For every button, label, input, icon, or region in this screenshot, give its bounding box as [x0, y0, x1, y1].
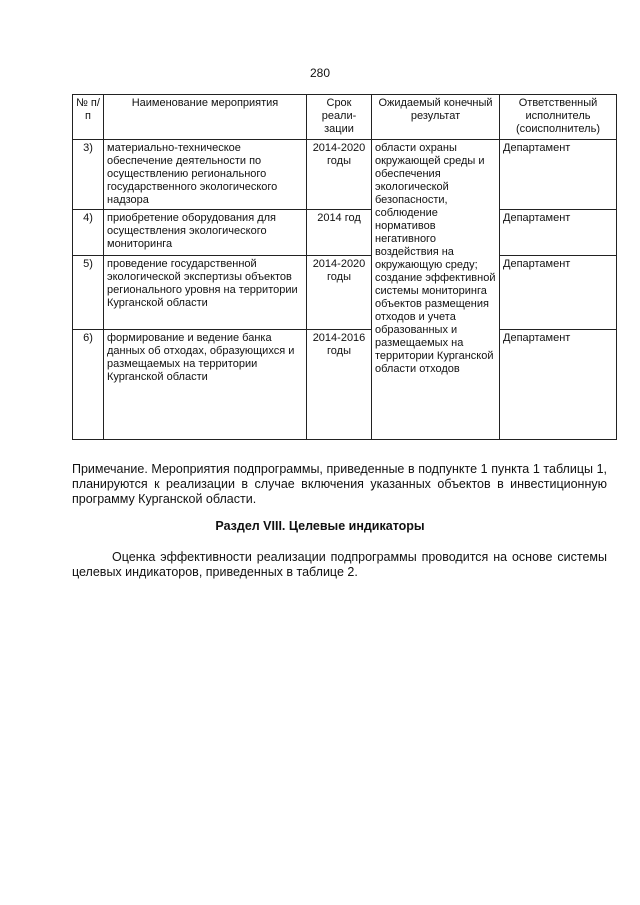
table-row: [73, 140, 617, 210]
events-table: [72, 94, 617, 440]
row-term: 2014-2020 годы: [307, 140, 372, 210]
row-num: 5): [73, 256, 104, 330]
row-executor: Департамент: [500, 210, 617, 256]
header-term: Срок реали-зации: [307, 95, 372, 140]
row-executor: Департамент: [500, 256, 617, 330]
row-term: 2014-2016 годы: [307, 330, 372, 440]
row-term: 2014 год: [307, 210, 372, 256]
section-title: Раздел VIII. Целевые индикаторы: [215, 519, 425, 533]
row-num: 6): [73, 330, 104, 440]
table-row: [73, 256, 617, 330]
table-row: [73, 330, 617, 440]
row-executor: Департамент: [500, 330, 617, 440]
table-header-row: [73, 95, 617, 140]
header-name: Наименование мероприятия: [104, 95, 307, 140]
row-name: материально-техническое обеспечение деятельности по осуществлению регионального государственного экологического надзора: [104, 140, 307, 210]
row-num: 4): [73, 210, 104, 256]
header-num: № п/п: [73, 95, 104, 140]
row-executor: Департамент: [500, 140, 617, 210]
merged-result-cell: области охраны окружающей среды и обеспечения экологической безопасности, соблюдение нормативов негативного воздействия на окружающую среду; создание эффективной системы мониторинга объектов размещения отходов и учета образованных и размещаемых на территории Курганской области отходов: [372, 140, 500, 440]
row-name: проведение государственной экологической экспертизы объектов регионального уровня на территории Курганской области: [104, 256, 307, 330]
row-name: приобретение оборудования для осуществления экологического мониторинга: [104, 210, 307, 256]
note-paragraph: Примечание. Мероприятия подпрограммы, приведенные в подпункте 1 пункта 1 таблицы 1, планируются к реализации в случае включения указанных объектов в инвестиционную программу Курганской области.: [72, 462, 607, 506]
page-number: 280: [309, 66, 331, 80]
row-num: 3): [73, 140, 104, 210]
header-result: Ожидаемый конечный результат: [372, 95, 500, 140]
row-name: формирование и ведение банка данных об отходах, образующихся и размещаемых на территории Курганской области: [104, 330, 307, 440]
body-paragraph: Оценка эффективности реализации подпрограммы проводится на основе системы целевых индикаторов, приведенных в таблице 2.: [72, 550, 607, 579]
row-term: 2014-2020 годы: [307, 256, 372, 330]
table-row: [73, 210, 617, 256]
header-executor: Ответственный исполнитель (соисполнитель): [500, 95, 617, 140]
